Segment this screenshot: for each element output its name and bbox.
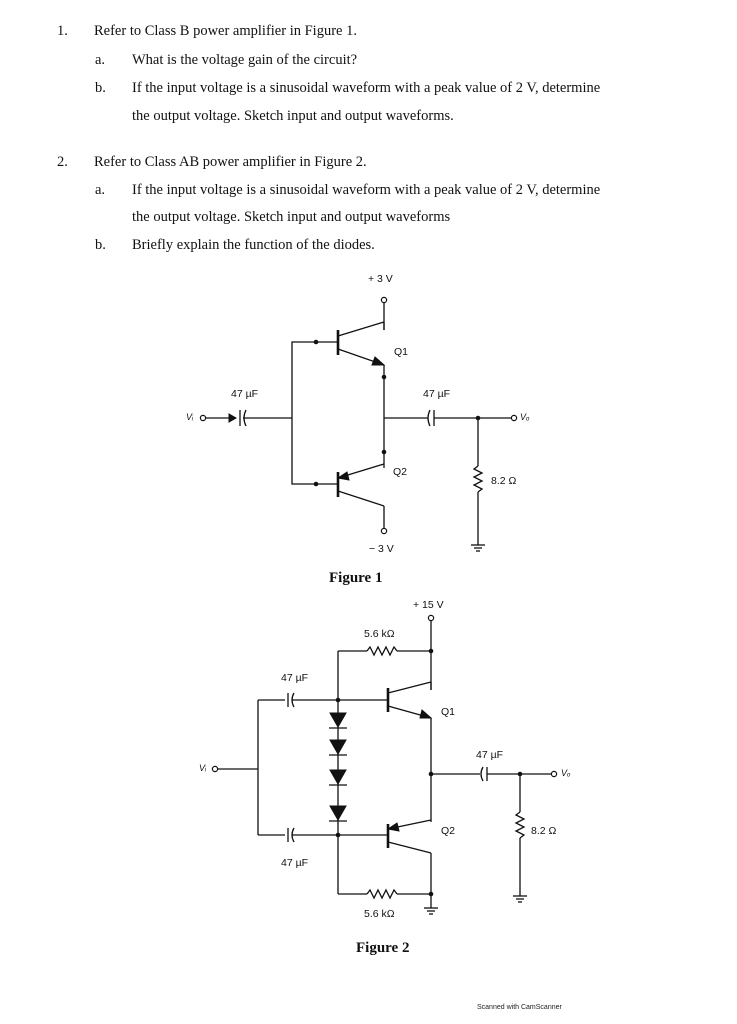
vee-label: − 3 V <box>369 543 394 555</box>
diode-icon <box>329 770 347 785</box>
diode-icon <box>329 806 347 821</box>
resistor-icon <box>367 647 397 655</box>
vin-label: Vᵢ <box>199 763 207 773</box>
ground-icon <box>513 896 527 902</box>
question-number: 1. <box>57 23 68 39</box>
part-text: the output voltage. Sketch input and output waveforms. <box>132 108 454 124</box>
output-capacitor-label: 47 µF <box>423 388 451 400</box>
top-resistor-label: 5.6 kΩ <box>364 628 395 640</box>
diode-icon <box>329 740 347 755</box>
input-capacitor-label: 47 µF <box>231 388 259 400</box>
resistor-icon <box>367 890 397 898</box>
part-text: If the input voltage is a sinusoidal waveform with a peak value of 2 V, determine <box>132 80 601 96</box>
npn-transistor-icon <box>338 682 431 718</box>
part-label: b. <box>95 237 106 253</box>
vcc-label: + 3 V <box>368 273 393 285</box>
question-number: 2. <box>57 154 68 170</box>
q2-label: Q2 <box>441 825 456 837</box>
part-label: a. <box>95 182 106 198</box>
q1-label: Q1 <box>441 706 456 718</box>
part-text: What is the voltage gain of the circuit? <box>132 52 358 68</box>
q1-label: Q1 <box>394 346 409 358</box>
part-label: a. <box>95 52 106 68</box>
vcc-label: + 15 V <box>413 599 444 611</box>
scanner-watermark: Scanned with CamScanner <box>477 1004 562 1011</box>
vout-label: Vₒ <box>561 768 571 778</box>
part-text: the output voltage. Sketch input and output waveforms <box>132 209 451 225</box>
resistor-icon <box>516 812 524 838</box>
vin-label: Vᵢ <box>186 412 194 422</box>
vin-terminal <box>212 766 217 771</box>
top-capacitor-label: 47 µF <box>281 672 309 684</box>
diode-icon <box>329 713 347 728</box>
vout-label: Vₒ <box>520 412 530 422</box>
question-text: Refer to Class B power amplifier in Figure 1. <box>94 23 357 39</box>
load-resistor-label: 8.2 Ω <box>491 475 517 487</box>
load-resistor-label: 8.2 Ω <box>531 825 557 837</box>
figure-1-caption: Figure 1 <box>329 570 383 586</box>
figure-2-caption: Figure 2 <box>356 940 410 956</box>
bottom-resistor-label: 5.6 kΩ <box>364 908 395 920</box>
vout-terminal <box>551 771 556 776</box>
bottom-capacitor-label: 47 µF <box>281 857 309 869</box>
output-capacitor-label: 47 µF <box>476 749 504 761</box>
part-label: b. <box>95 80 106 96</box>
pnp-transistor-icon <box>338 820 431 853</box>
part-text: Briefly explain the function of the diodes. <box>132 237 375 253</box>
vcc-terminal <box>428 615 433 620</box>
capacitor-icon <box>481 767 487 781</box>
question-text: Refer to Class AB power amplifier in Figure 2. <box>94 154 367 170</box>
ground-icon <box>424 908 438 914</box>
q2-label: Q2 <box>393 466 408 478</box>
part-text: If the input voltage is a sinusoidal waveform with a peak value of 2 V, determine <box>132 182 601 198</box>
